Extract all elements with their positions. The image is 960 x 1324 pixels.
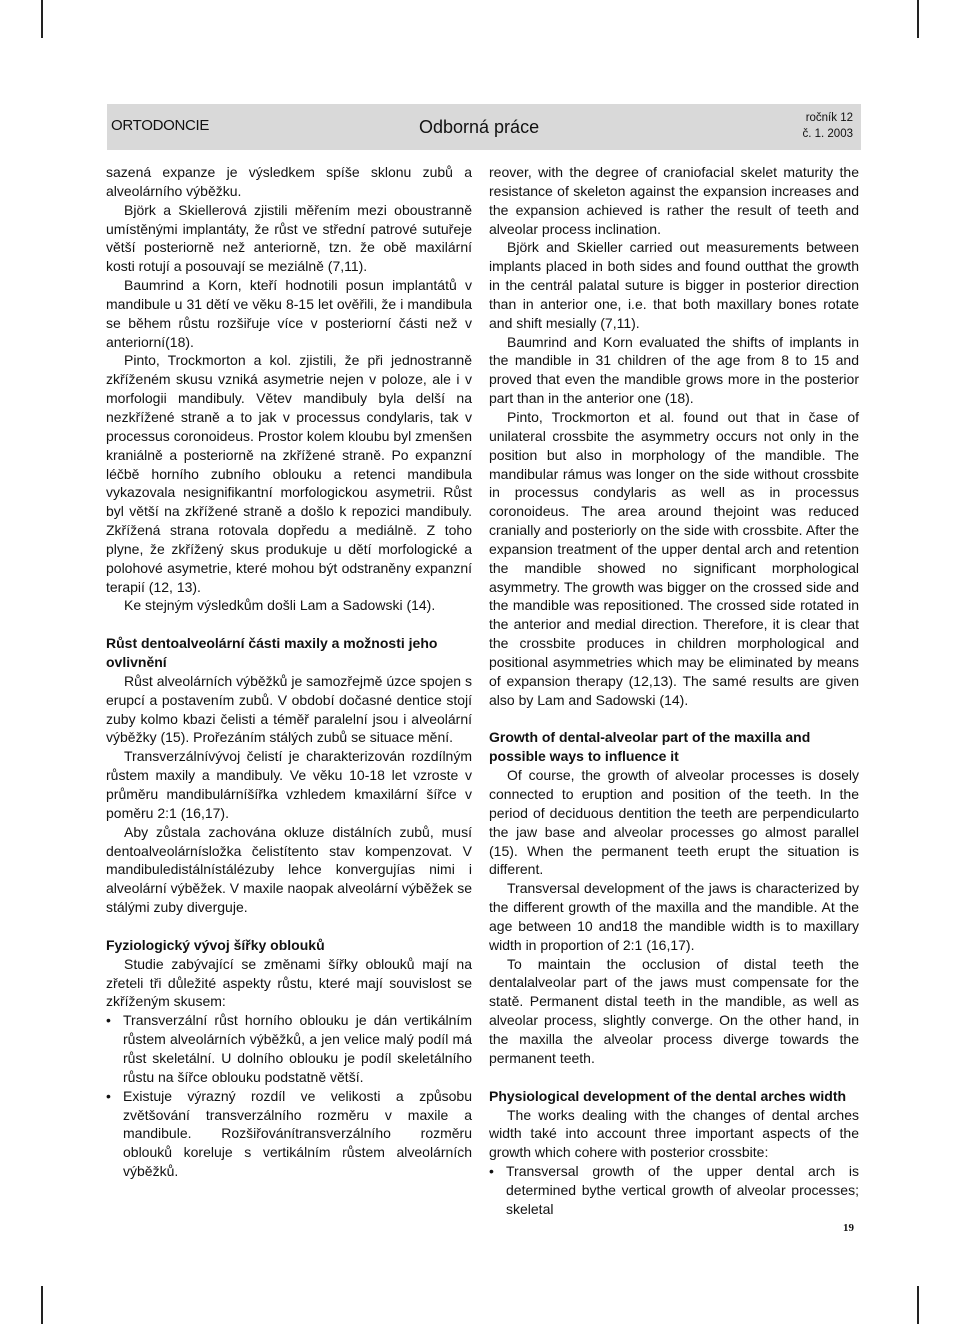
crop-mark-bottom-right — [917, 1286, 919, 1324]
paragraph: Transverzálnívývoj čelistí je charakterizován rozdílným růstem maxily a mandibuly. Ve věku 10-18 let vzroste v průměru mandibulárníšířka vzhledem kmaxilární šířce v poměru 2:1 (16,17). — [106, 748, 472, 821]
bullet: • — [489, 1163, 494, 1180]
paragraph: The works dealing with the changes of dental arches width také into account three important aspects of the growth which cohere with posterior crossbite: — [489, 1106, 859, 1161]
crop-mark-top-left — [41, 0, 43, 38]
section-heading: Fyziologický vývoj šířky oblouků — [106, 936, 325, 953]
issue-label: č. 1. 2003 — [802, 128, 853, 140]
list-item-text: Transversal growth of the upper dental arch is determined bythe vertical growth of alveolar processes; skeletal — [506, 1163, 859, 1217]
paragraph: Studie zabývající se změnami šířky oblouků mají na zřeteli tři důležité aspekty růstu, které mají souvislost se zkříženým skusem: — [106, 955, 472, 1010]
paragraph: Baumrind a Korn, kteří hodnotili posun implantátů v mandibule u 31 dětí ve věku 8-15 let ověřili, že i mandibula se během růstu rozšiřuje více v posteriorní části než v anteriorní(18). — [106, 277, 472, 350]
paragraph: Of course, the growth of alveolar processes is dosely connected to eruption and position of the teeth. In the period of deciduous dentition the teeth are perpendicularto the jaw base and alveolar processes go almost parallel (15). When the permanent teeth erupt the situation is different. — [489, 767, 859, 878]
section-heading: Růst dentoalveolární části maxily a možnosti jeho ovlivnění — [106, 635, 438, 671]
running-header — [107, 104, 861, 150]
section-title: Odborná práce — [419, 117, 540, 137]
issue-info — [802, 110, 853, 142]
crop-mark-bottom-left — [41, 1286, 43, 1324]
section-heading: Physiological development of the dental arches width — [489, 1087, 847, 1104]
section-heading: Growth of dental-alveolar part of the maxilla and possible ways to influence it — [489, 729, 811, 765]
right-column-english — [489, 163, 859, 1219]
volume-label: ročník 12 — [805, 112, 853, 124]
left-column-czech — [106, 163, 472, 1181]
journal-name: ORTODONCIE — [111, 117, 210, 134]
paragraph: Růst alveolárních výběžků je samozřejmě úzce spojen s erupcí a postavením zubů. V období dočasné dentice stojí zuby kolmo kbazi čelisti a téměř paralelní jsou i alveolární výběžky (15). Prořezáním stálých zubů se situace mění. — [106, 672, 472, 746]
list-item — [106, 1087, 472, 1181]
paragraph: reover, with the degree of craniofacial skelet maturity the resistance of skeleton against the expansion increases and the expansion achieved is rather the result of teeth and alveolar process inclination. — [489, 164, 859, 237]
paragraph: To maintain the occlusion of distal teeth the dentalalveolar part of the jaws must compensate for the statě. Permanent distal teeth in the mandible, as well as alveolar process, slightly converge. On the other hand, in the maxilla the alveolar process diverge towards the permanent teeth. — [489, 955, 859, 1066]
list-item — [106, 1011, 472, 1086]
list-item — [489, 1162, 859, 1219]
list-item-text: Transverzální růst horního oblouku je dán vertikálním růstem alveolárních výběžků, a jen velice malý podíl má růst skeletální. U dolního oblouku je podíl skeletálního růstu na šířce oblouku podstatně větší. — [123, 1012, 472, 1085]
paragraph: sazená expanze je výsledkem spíše sklonu zubů a alveolárního výběžku. — [106, 164, 472, 199]
paragraph: Pinto, Trockmorton et al. found out that in čase of unilateral crossbite the asymmetry occurs not only in the position but also in morphology of the mandible. The mandibular rámus was longer on the side without crossbite in processus condylaris as well as in processus coronoideus. The area around thejoint was reduced cranially and posteriorly on the side with crossbite. After the expansion treatment of the upper dental arch and retention the mandible showed no significant morphological asymmetry. The growth was bigger on the crossed side and the mandible was repositioned. The crossed side rotated in the anterior and medial direction. Therefore, it is clear that the crossbite produces in children morphological and positional asymmetries which may be eliminated by means of expansion therapy (12,13). The samé results are given also by Lam and Sadowski (14). — [489, 408, 859, 708]
bullet: • — [106, 1087, 111, 1104]
paragraph: Pinto, Trockmorton a kol. zjistili, že při jednostranně zkříženém skusu vzniká asymetrie nejen v poloze, ale i v morfologii mandibuly. Větev mandibuly byla delší na nezkřížené straně a to jak v processus condylaris, tak v processus coronoideus. Prostor kolem kloubu byl zmenšen kraniálně a posteriorně na zkřížené straně. Po expanzní léčbě horního zubního oblouku a retenci mandibula vykazovala nesignifikantní morfologickou asymetrii. Růst byl větší na zkřížené straně a došlo k repozici mandibuly. Zkřížená strana rotovala dopředu a mediálně. Z toho plyne, že zkřížený skus produkuje u dětí morfologické a polohové asymetrie, které mohou být odstraněny expanzní terapií (12, 13). — [106, 352, 472, 595]
bullet: • — [106, 1012, 111, 1029]
page-number: 19 — [843, 1222, 854, 1234]
crop-mark-top-right — [917, 0, 919, 38]
paragraph: Björk and Skieller carried out measurements between implants placed in both sides and found outthat the growth in the centrál palatal suture is bigger in posterior direction than in anterior one, i.e. that both maxillary bones rotate and shift mesially (7,11). — [489, 239, 859, 331]
list-item-text: Existuje výrazný rozdíl ve velikosti a způsobu zvětšování transverzálního rozměru v maxile a mandibule. Rozšiřovánítransverzálního rozměru oblouků koreluje s vertikálním růstem alveolárních výběžků. — [123, 1087, 472, 1180]
paragraph: Ke stejným výsledkům došli Lam a Sadowski (14). — [124, 597, 436, 614]
paragraph: Aby zůstala zachována okluze distálních zubů, musí dentoalveolárnísložka čelistítento stav kompenzovat. V mandibuledistálnístálézuby lehce konvergujías nimi i alveolární výběžek. V maxile naopak alveolární výběžek se stálými zuby diverguje. — [106, 823, 472, 916]
paragraph: Transversal development of the jaws is characterized by the different growth of the maxilla and the mandible. At the age between 10 and18 the mandible width is to maxillary width in proportion of 2:1 (16,17). — [489, 880, 859, 953]
paragraph: Baumrind and Korn evaluated the shifts of implants in the mandible in 31 children of the age from 8 to 15 and proved that even the mandible grows more in the posterior part than in the anterior one (18). — [489, 333, 859, 407]
paragraph: Björk a Skiellerová zjistili měřením mezi oboustranně umístěnými implantáty, že růst ve střední patrové sutuřeje větší posteriorně než anteriorně, tzn. že obě maxilární kosti rotují a posouvají se meziálně (7,11). — [106, 201, 472, 275]
